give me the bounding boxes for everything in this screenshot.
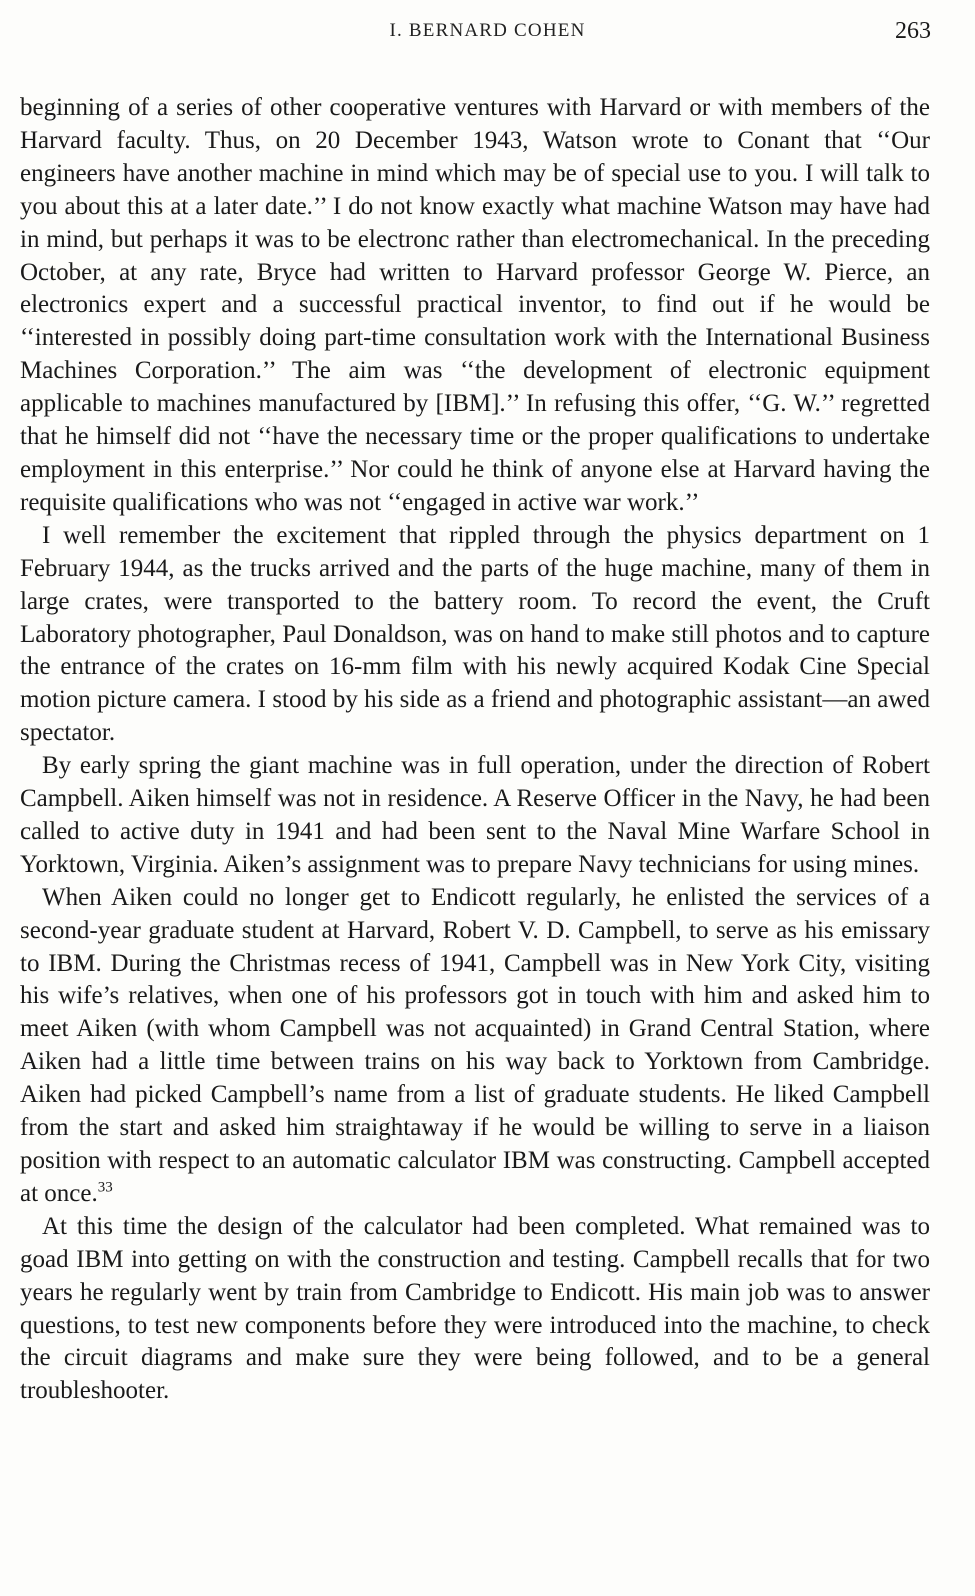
paragraph-1 [20, 92, 930, 520]
body-text [20, 92, 930, 1408]
paragraph-3 [20, 750, 930, 882]
paragraph-1-text: beginning of a series of other cooperative ventures with Harvard or with members of the Harvard faculty. Thus, on 20 December 1943, Watson wrote to Conant that ‘‘Our engineers have another machine in mind which may be of special use to you. I will talk to you about this at a later date.’’ I do not know exactly what machine Watson may have had in mind, but perhaps it was to be electronc rather than electromechanical. In the preceding October, at any rate, Bryce had written to Harvard professor George W. Pierce, an electronics expert and a successful practical inventor, to find out if he would be ‘‘interested in possibly doing part-time consultation work with the International Business Machines Corporation.’’ The aim was ‘‘the development of electronic equipment applicable to machines manufactured by [IBM].’’ In refusing this offer, ‘‘G. W.’’ regretted that he himself did not ‘‘have the necessary time or the proper qualifications to undertake employment in this enterprise.’’ Nor could he think of anyone else at Harvard having the requisite qualifications who was not ‘‘engaged in active war work.’’ [20, 94, 930, 516]
paragraph-2-text: I well remember the excitement that rippled through the physics department on 1 February 1944, as the trucks arrived and the parts of the huge machine, many of them in large crates, were transported to the battery room. To record the event, the Cruft Laboratory photographer, Paul Donaldson, was on hand to make still photos and to capture the entrance of the crates on 16-mm film with his newly acquired Kodak Cine Special motion picture camera. I stood by his side as a friend and photographic assistant—an awed spectator. [20, 521, 930, 747]
running-title: I. BERNARD COHEN [389, 20, 586, 41]
paragraph-3-text: By early spring the giant machine was in full operation, under the direction of Robert Campbell. Aiken himself was not in residence. A Reserve Officer in the Navy, he had been called to active duty in 1941 and had been sent to the Naval Mine Warfare School in Yorktown, Virginia. Aiken’s assignment was to prepare Navy technicians for using mines. [20, 752, 930, 878]
footnote-marker: 33 [97, 1179, 113, 1196]
paragraph-4-text: When Aiken could no longer get to Endicott regularly, he enlisted the services of a second-year graduate student at Harvard, Robert V. D. Campbell, to serve as his emissary to IBM. During the Christmas recess of 1941, Campbell was in New York City, visiting his wife’s relatives, when one of his professors got in touch with him and asked him to meet Aiken (with whom Campbell was not acquainted) in Grand Central Station, where Aiken had a little time between trains on his way back to Yorktown from Cambridge. Aiken had picked Campbell’s name from a list of graduate students. He liked Campbell from the start and asked him straightaway if he would be willing to serve in a liaison position with respect to an automatic calculator IBM was constructing. Campbell accepted at once. [20, 883, 930, 1207]
paragraph-4 [20, 882, 930, 1211]
running-head [0, 18, 975, 48]
paragraph-5-text: At this time the design of the calculator had been completed. What remained was to goad IBM into getting on with the construction and testing. Campbell recalls that for two years he regularly went by train from Cambridge to Endicott. His main job was to answer questions, to test new components before they were introduced into the machine, to check the circuit diagrams and make sure they were being followed, and to be a general troubleshooter. [20, 1212, 930, 1405]
paragraph-5 [20, 1211, 930, 1408]
page-number: 263 [895, 18, 931, 44]
paragraph-2 [20, 520, 930, 750]
